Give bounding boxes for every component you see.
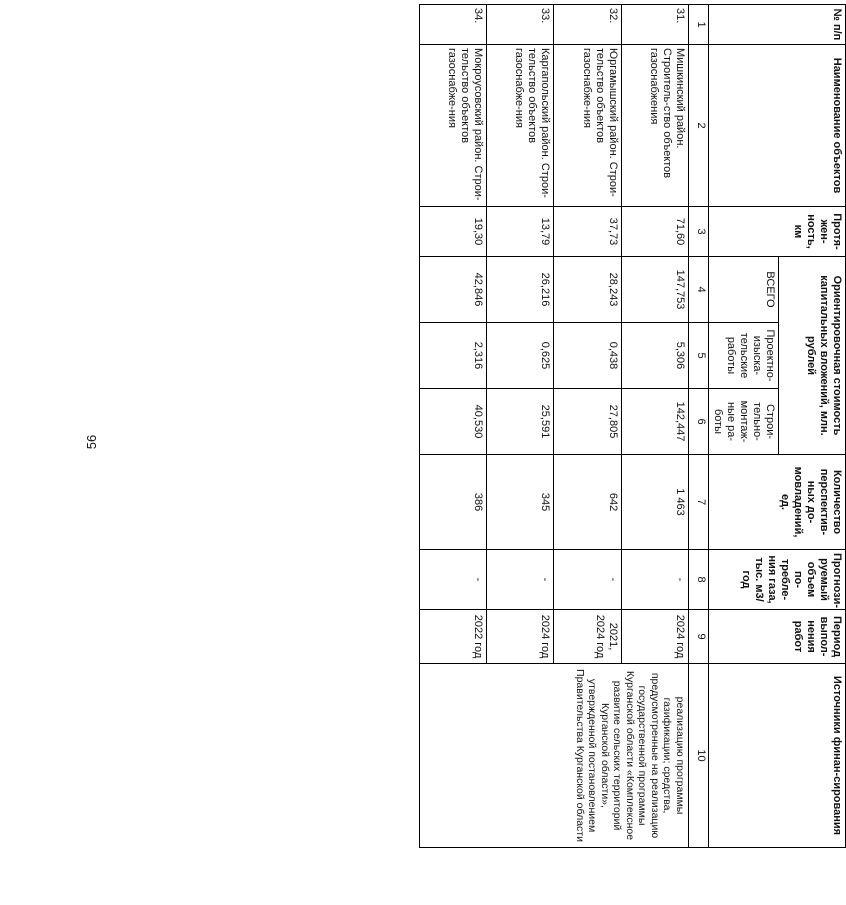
row-households: 386 (419, 454, 486, 549)
row-cost-design: 0,438 (553, 322, 620, 388)
row-cost-total: 26,216 (486, 256, 553, 322)
row-num: 33. (486, 4, 553, 44)
row-name: Мокроусовский район. Строи-тельство объектов газоснабже-ния (419, 44, 486, 206)
row-length: 19,30 (419, 206, 486, 256)
row-gas-volume: - (419, 549, 486, 609)
row-period: 2022 год (419, 609, 486, 663)
row-households: 1 463 (621, 454, 688, 549)
column-number: 3 (688, 206, 708, 256)
header-gas-volume: Прогнози-руемый объем по-требле-ния газа, тыс. м3/год (708, 549, 845, 609)
row-cost-build: 142,447 (621, 388, 688, 454)
row-length: 37,73 (553, 206, 620, 256)
header-cost-design: Проектно-изыска-тельские работы (708, 322, 778, 388)
row-name: Юргамышский район. Строи-тельство объектов газоснабже-ния (553, 44, 620, 206)
sources-cell: реализацию программы газификации; средства, предусмотренные на реализацию государственной программы Курганской области «Комплексное развитие сельских территорий Курганской области», утвержденной постановлением Правительства Курганской области (419, 663, 688, 847)
row-gas-volume: - (553, 549, 620, 609)
row-period: 2024 год (621, 609, 688, 663)
row-cost-design: 5,306 (621, 322, 688, 388)
column-number: 9 (688, 609, 708, 663)
row-num: 34. (419, 4, 486, 44)
header-length: Протя-жен-ность, км (708, 206, 845, 256)
row-cost-build: 40,530 (419, 388, 486, 454)
column-number: 1 (688, 4, 708, 44)
column-number: 8 (688, 549, 708, 609)
column-number: 5 (688, 322, 708, 388)
row-cost-total: 28,243 (553, 256, 620, 322)
row-gas-volume: - (621, 549, 688, 609)
header-num: № п/п (708, 4, 845, 44)
row-length: 13,79 (486, 206, 553, 256)
header-cost-group: Ориентировочная стоимость капитальных вложений, млн. рублей (778, 256, 845, 454)
row-households: 642 (553, 454, 620, 549)
row-num: 31. (621, 4, 688, 44)
column-number: 10 (688, 663, 708, 847)
header-households: Количество перспектив-ных до-мовладений, ед. (708, 454, 845, 549)
row-length: 71,60 (621, 206, 688, 256)
row-num: 32. (553, 4, 620, 44)
row-cost-total: 147,753 (621, 256, 688, 322)
row-name: Мишкинский район. Строитель-ство объектов газоснабжения (621, 44, 688, 206)
page-number: 56 (84, 434, 99, 450)
header-period: Период выпол-нения работ (708, 609, 845, 663)
row-households: 345 (486, 454, 553, 549)
row-period: 2024 год (486, 609, 553, 663)
column-number: 6 (688, 388, 708, 454)
header-sources: Источники финан-сирования (708, 663, 845, 847)
row-cost-build: 27,805 (553, 388, 620, 454)
row-gas-volume: - (486, 549, 553, 609)
row-period: 2021, 2024 год (553, 609, 620, 663)
row-cost-total: 42,846 (419, 256, 486, 322)
row-name: Каргапольский район. Строи-тельство объектов газоснабже-ния (486, 44, 553, 206)
column-numbers-row (688, 4, 708, 847)
column-number: 7 (688, 454, 708, 549)
header-name: Наименование объектов (708, 44, 845, 206)
column-number: 2 (688, 44, 708, 206)
gasification-table (419, 4, 846, 848)
row-cost-design: 0,625 (486, 322, 553, 388)
rotated-table-container (419, 4, 846, 847)
row-cost-design: 2,316 (419, 322, 486, 388)
row-cost-build: 25,591 (486, 388, 553, 454)
table-row (621, 4, 688, 847)
column-number: 4 (688, 256, 708, 322)
header-cost-build: Строи-тельно-монтаж-ные ра-боты (708, 388, 778, 454)
header-cost-total: ВСЕГО (708, 256, 778, 322)
